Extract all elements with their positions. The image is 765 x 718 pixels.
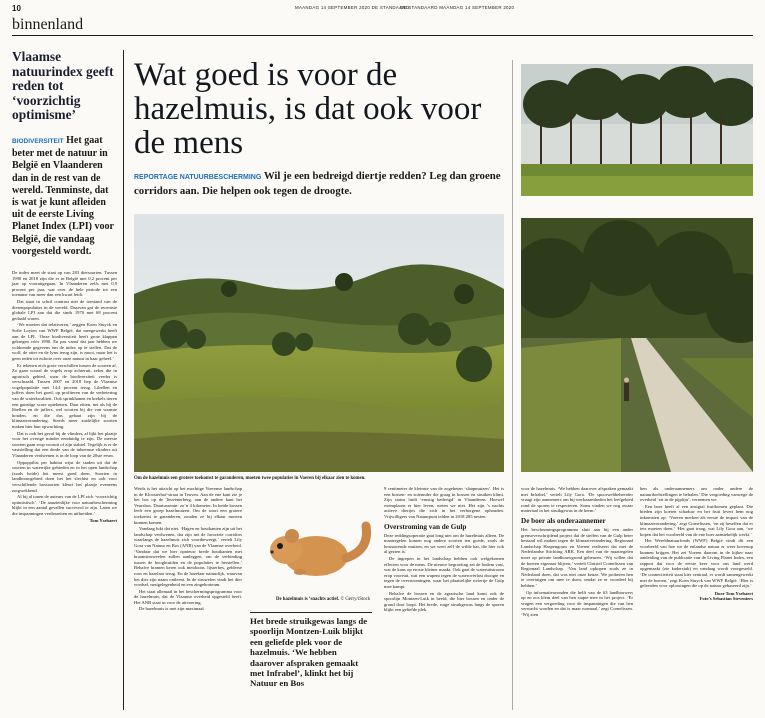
- landscape-photo: [134, 214, 504, 472]
- dormouse-photo: [248, 486, 376, 594]
- body-paragraph: voor de hazelmuis. ‘We hebben daarover afspraken gemaakt met Infrabel,’ vertelt Lily Gora. ‘De spoorwebbeheerder vraagt zijn aannemers om bij werkzaamheden het leefgebied rond de sporen te respecteren. Soms vinden we nog zwaar materiaal in het struikgewas in de berm.’: [521, 486, 633, 514]
- sidebar-lead: [12, 135, 117, 258]
- body-col-5: [640, 486, 753, 602]
- right-date: DE STANDAARD MAANDAG 14 SEPTEMBER 2020: [400, 5, 515, 10]
- body-paragraph: Het Wereldnatuurfonds (WWF) België vindt dit een voorbeeld van hoe we de enlandse natuur er weer bovenop kunnen krijgen. Het zet Voeren daarom in de kijker naar aanleiding van de publicatie van de Living Planet Index, een rapport dat voor de eerste keer voor ons land werd opgemaakt (zie kaderstuk) en vandaag wordt voorgesteld. ‘De connectiviteit staat hier centraal, er wordt samengewerkt met de boeren,’ zegt Koen Stuyck van WWF België. ‘Hier is geleerden voor oplossingen die op de natuur gebaseerd zijn.’: [640, 538, 753, 589]
- byline-photo: Foto’s Sebastian Steveniers: [699, 596, 753, 602]
- subheading-gulp: Overstroming van de Gulp: [384, 522, 467, 531]
- forest-illustration: [521, 64, 753, 196]
- body-paragraph: Behalve de bossen en de agrarische land komt ook de spoorlijn Montzen-Luik in beeld, die hier bossen en onder de grond door loopt. Het brede, ruige struikgewas langs de sporen blijkt een geliefde plek: [384, 590, 504, 613]
- article-deck-text: Wil je een bedreigd diertje redden? Leg dan groene corridors aan. Die helpen ook tegen de droogte.: [134, 170, 501, 197]
- sidebar-lead-text: Het gaat beter met de natuur in België en Vlaanderen dan in de rest van de wereld. Tenminste, dat is wat je kunt afleiden uit de eerste Living Planet Index (LPI) voor België, die vandaag voorgesteld wordt.: [12, 134, 114, 257]
- body-paragraph: De hazelmuis is met zijn maximaal: [139, 606, 204, 612]
- dormouse-caption: [276, 597, 376, 603]
- sidebar-body: [12, 270, 117, 523]
- section-title: binnenland: [12, 16, 84, 33]
- body-paragraph: Het beschermingsprogramma sluit aan bij een ander grensoverschrijdend project dat de steffen van de Gulp beter bestand wil maken tegen de klimaatverandering. Regionaal Landschap Haspengouw en Voeren realiseert dat met de Nederlandse Stichting ARK. Een deel van de maatregelen moet op private landbouwgrond gebeuren. ‘Wij willen dat de boeren eigenaar blijven,’ vertelt Christel Cornelissen van Regionaal Landschap. ‘Van land opkopen zoals ze in Nederland doen, dat was niet onze keuze. We proberen hen te overtuigen om mee te doen, omdat ze er voordeel bij hebben.’: [521, 526, 633, 588]
- body-paragraph: De ingrepen in het landschap hebben ook welgekomen effecten voor de mens. De nieuwe begroeiing zet de bodem vast, wat de kans op erosie kleiner maakt. Ook gaat de wateruitstroom erop voorruit, wat een wapent tegen de wateroverlast droogte en tegen de overstromingen, waar het plaatselijke riviertje de Gulp mee kampt.: [384, 555, 504, 589]
- body-paragraph: 9 centimeter de kleinste van de zogeheten ‘slaapmuizen’. Het is een bossen- en zoiennder die graag in bossen en struiken klimt. Zijn status luidt ‘ernstig bedreigd’ in Vlaanderen. Hoewel exemplaren er hier leven, weten we niet. Het zijn ’s nachts actieve diertjes die zich in het verborgene ophouden. Vrijwilligers van Natuurpunt telden in 2018 205 nesten.: [384, 486, 504, 519]
- forest-photo: [521, 64, 753, 196]
- body-paragraph: Deze reddingsoperatie gaat long niet om de hazelmuis alleen. De maatregelen komen nog andere soorten ten goede, zoals de bosnawende muizen, en we weet zelf de wilde kat, die hier ook al gezien is.: [384, 532, 504, 555]
- page-number: 10: [12, 4, 21, 13]
- subheading-boer: De boer als onderaannemer: [521, 516, 606, 525]
- body-paragraph: hen als onderaannemers om onder andere de natuurdoelstellingen te behalen.’ Die vergoeding vanwege de overheid ‘zit in de pijplijn’, vernemen we.: [640, 486, 753, 503]
- column-rule: [512, 60, 513, 710]
- body-col-3: [384, 486, 504, 614]
- sidebar-paragraph: Oppoppilist per habitat wijst de staden uit dat de soorten in waterrijke gebieden en in het open landschap (zoals heide) het meest goed doen. Soorten in landbouwgebied doen het het slechtst en ook voor verschillende bossoorten kleurt het plaatje eveneens zorgwekkend.: [12, 459, 117, 493]
- pullquote: Het brede struikgewas langs de spoorlijn Montzen-Luik blijkt een geliefde plek voor de hazelmuis. ‘We hebben daarover afspraken gemaakt met Infrabel’, klinkt het bij Natuur en Bos: [250, 612, 372, 689]
- article-headline: Wat goed is voor de hazelmuis, is dat ook voor de mens: [134, 57, 482, 161]
- sidebar-paragraph: De index meet de staat op van 283 diersoorten. Tussen 1990 en 2018 zijn die er in België met 0,2 procent per jaar op vooruitgegaan. In Vlaanderen zelfs met 0,9 procent per jaar, wat over de hele periode tot een toename van meer dan een kwart leidt.: [12, 270, 117, 298]
- dormouse-credit: © Gerry/iStock: [340, 597, 371, 602]
- sidebar-paragraph: Dat staat in schril contrast met de toestand van de dierenpopulaties in de wereld. Daarvan gaf de recentste globale LPI aan dat die sinds 1970 met 68 procent gedaald waren.: [12, 298, 117, 321]
- dormouse-illustration: [248, 486, 376, 594]
- body-paragraph: Een boer heeft al een ansigtal fruitbomen geplant. Die bieden zijn koeien schaduw en het fruit levert hem nog inkomsten op. ‘Voeren merken als eerste de impact van de klimaatverandering,’ zegt Cornelissen, ‘en zij beseffen dat er iets moeten doen.’ ‘Het gaat traag, wat Lily Gora aan, ‘we hopen dat het voorbeeld van de ene boer aanstekelijk werkt.’: [640, 503, 753, 537]
- article-deck: [134, 170, 504, 198]
- body-paragraph: Vandaag lukt dat niet. ‘Hagen en houtkanten zijn uit het landschap verdwenen, dat zijn net de favoriete corridors waarlangs de hazelmuis zich voortbeweegt,’ vertelt Lily Gora van Natuur en Bos (ANB) van de Vlaamse overheid. ‘Vandaar dat we hier opnieuw brede houtkanten met braamstruweelen zullen aanleggen, om de verbinding tussen de boogbruiden en de populaties te herstellen.’ Behalve bramen keren ook meidoorn, lijsterbes, gelderse roos en hazelaar terug. En de hazelaar natuurlijk, waarvan het dier zijn naam ontleent. In de struwelen vindt het dier voedsel, nestgelegenheid en een zingeborteum.: [134, 526, 242, 588]
- sidebar-headline: Vlaamse natuurindex geeft reden tot ‘voorzichtig optimisme’: [12, 49, 114, 123]
- left-date: MAANDAG 14 SEPTEMBER 2020 DE STANDAARD: [295, 5, 410, 10]
- sidebar-paragraph: Dat is ook het geval bij de vlinders, al lijkt het plaatje voor het overige minder eenduidig te zijn. De meeste soorten gaan erop vooruit of zijn stabiel. Tegelijk is er de vaststelling dat een derde van de inheemse vlinders uit Vlaanderen verdwenen is in de loop van de 20ste eeuw.: [12, 430, 117, 458]
- sidebar: [12, 50, 117, 523]
- dormouse-caption-text: De hazelmuis is ‘snachts actief.: [276, 597, 340, 602]
- body-col-1: [134, 486, 242, 613]
- sidebar-paragraph: ‘We moeten dat relativeren,’ zeggen Koen Stuyck en Sofie Loyten van WWF België, dat meegewerkt heeft aan de LPI. ‘Onze biodiversiteit heeft grote klappen gekregen vóór 1990. En pas vanaf dat jaar hebben we voldoende gegevens om de index op te stellen. Dat de wolf, de otter en de lynx terug zijn, is mooi, maar het is geen reden tot euforie over onze natuur in haar geheel.’: [12, 322, 117, 361]
- sidebar-paragraph: Al bij al tonen de auteurs van de LPI zich ‘voorzichtig optimistisch’. ‘De aanzienlijke voor natuurbescherming blijkt in een aantal gevallen succesvol te zijn. Laten we die inspanningen verderzetten en uitbreiden.’: [12, 494, 118, 516]
- path-photo: [521, 218, 753, 472]
- path-illustration: [521, 218, 753, 472]
- landscape-illustration: [134, 214, 504, 472]
- header-rule: [12, 35, 753, 36]
- body-paragraph: Weids is het uitzicht op het machtige Voerense landschap in de Kloosterhof-straat in Teuven. Aan de ene kant zie je het bos op de Teuvenerberg, aan de andere kant het Veursbos. Daartussenin: zo’n 4 kilometer. In beide bossen leeft een groep hazelmuizen. Om de soort een grotere toekomst te garanderen, zouden ze bij elkaar moeten kunnen komen.: [134, 486, 242, 525]
- article-kicker: REPORTAGE NATUURBESCHERMING: [134, 174, 262, 181]
- body-paragraph: Het staat allemaal in het beschermingsprogramma voor de hazelmuis, dat de Vlaamse overheid opgesteld heeft. Het ANB staat in voor de uitvoering.: [134, 588, 242, 605]
- sidebar-divider: [123, 50, 124, 710]
- byline-author: Door Tom Ysebaert: [714, 590, 753, 596]
- sidebar-kicker: BIODIVERSITEIT: [12, 137, 64, 145]
- sidebar-paragraph: Er tekenen zich grote verschillen tussen de soorten af. Zo gaan vooral de vogels erop achteruit, zeker die in agrarisch gebied, waar de biodiversiteit verder is verschraald. Tussen 2007 en 2018 liep de Vlaamse vogelpopulatie met 14,4 procent terug. Libellen en juffers doen het goed, op profiteren van de verbetering van de waterkwaliteit. Ook sprinkhanen en krekels tieren een gunstige score optekenen. Daar zitten, net als bij de libellen en de juffers, wel soorten bij die van warmte houden, en die dus gebaat zijn bij de klimaatverandering. Steeds meer zuidelijke soorten maken hier hun opwachting.: [12, 362, 117, 430]
- landscape-caption: Om de hazelmuis een grotere toekomst te garanderen, moeten twee populaties in Voeren bij elkaar zien te komen.: [134, 476, 366, 481]
- body-col-4: [521, 486, 633, 618]
- body-paragraph: Op informatieavonden die helft van de 63 landbouwers op en oos klem deel van hen stapte mee in het project. ‘Er vragen een vergoeding voor de inspanningen die van hen verwacht worden en dat is maar normaal,’ zegt Cornelissen. ‘Wij zien: [521, 589, 633, 617]
- sidebar-author: Tom Ysebaert: [89, 517, 117, 523]
